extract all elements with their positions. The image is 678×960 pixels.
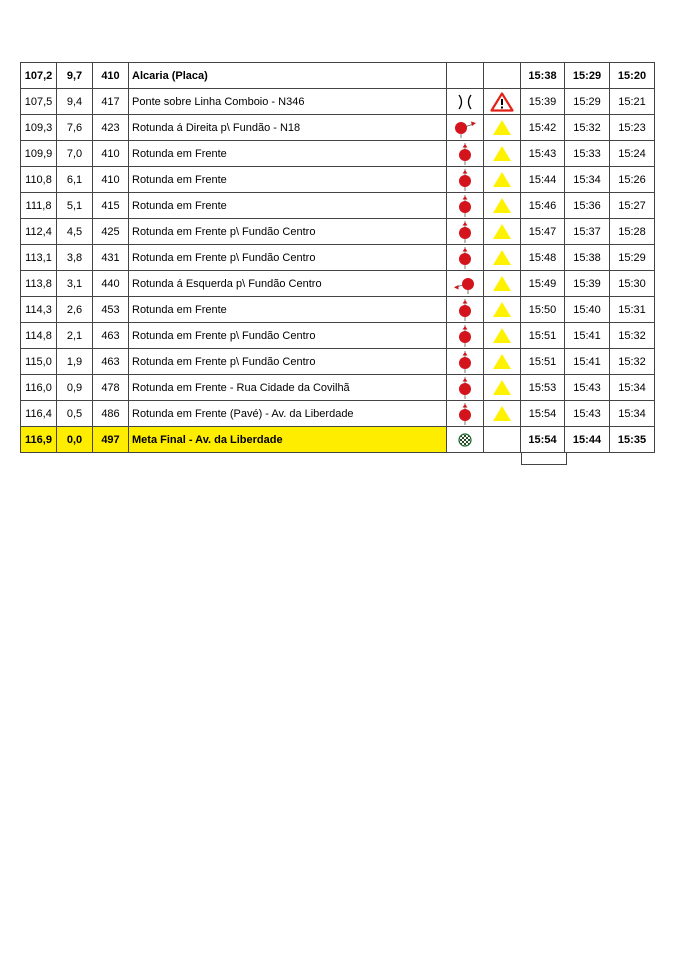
- altitude-cell: 410: [93, 167, 129, 193]
- altitude-cell: 423: [93, 115, 129, 141]
- roundabout-straight-icon: [447, 247, 483, 269]
- altitude-cell: 415: [93, 193, 129, 219]
- caution-triangle-icon: [484, 353, 520, 370]
- description-cell: Rotunda em Frente: [129, 141, 447, 167]
- roundabout-straight-icon: [447, 351, 483, 373]
- altitude-cell: 440: [93, 271, 129, 297]
- time-cell-fast: 15:47: [521, 219, 565, 245]
- direction-icon-cell: [447, 245, 484, 271]
- table-row: [21, 167, 655, 193]
- time-cell-medium: 15:34: [565, 167, 610, 193]
- roundabout-straight-icon: [447, 169, 483, 191]
- km-cell: 109,9: [21, 141, 57, 167]
- direction-icon-cell: [447, 375, 484, 401]
- description-cell: Rotunda em Frente p\ Fundão Centro: [129, 349, 447, 375]
- warning-icon-cell: [484, 219, 521, 245]
- km-cell: 115,0: [21, 349, 57, 375]
- remaining-km-cell: 2,6: [57, 297, 93, 323]
- roundabout-straight-icon: [447, 299, 483, 321]
- km-cell: 113,1: [21, 245, 57, 271]
- direction-icon-cell: [447, 271, 484, 297]
- direction-icon-cell: [447, 349, 484, 375]
- altitude-cell: 486: [93, 401, 129, 427]
- km-cell: 110,8: [21, 167, 57, 193]
- warning-icon-cell: [484, 349, 521, 375]
- time-cell-slow: 15:21: [610, 89, 655, 115]
- km-cell: 111,8: [21, 193, 57, 219]
- time-cell-medium: 15:36: [565, 193, 610, 219]
- bridge-icon: [447, 94, 483, 110]
- time-cell-fast: 15:54: [521, 427, 565, 453]
- remaining-km-cell: 7,6: [57, 115, 93, 141]
- remaining-km-cell: 2,1: [57, 323, 93, 349]
- warning-icon-cell: [484, 375, 521, 401]
- caution-triangle-icon: [484, 379, 520, 396]
- caution-triangle-icon: [484, 249, 520, 266]
- table-row: [21, 375, 655, 401]
- remaining-km-cell: 1,9: [57, 349, 93, 375]
- table-row: [21, 141, 655, 167]
- table-row: [21, 63, 655, 89]
- warning-icon-cell: [484, 167, 521, 193]
- time-cell-fast: 15:49: [521, 271, 565, 297]
- direction-icon-cell: [447, 401, 484, 427]
- altitude-cell: 410: [93, 63, 129, 89]
- table-row: [21, 115, 655, 141]
- time-cell-fast: 15:46: [521, 193, 565, 219]
- caution-triangle-icon: [484, 275, 520, 292]
- remaining-km-cell: 0,0: [57, 427, 93, 453]
- warning-icon-cell: [484, 141, 521, 167]
- caution-triangle-icon: [484, 197, 520, 214]
- altitude-cell: 425: [93, 219, 129, 245]
- time-cell-fast: 15:48: [521, 245, 565, 271]
- caution-triangle-icon: [484, 327, 520, 344]
- time-cell-fast: 15:43: [521, 141, 565, 167]
- table-row: [21, 89, 655, 115]
- time-cell-slow: 15:31: [610, 297, 655, 323]
- time-cell-medium: 15:43: [565, 375, 610, 401]
- remaining-km-cell: 0,9: [57, 375, 93, 401]
- description-cell: Rotunda em Frente p\ Fundão Centro: [129, 323, 447, 349]
- remaining-km-cell: 0,5: [57, 401, 93, 427]
- warning-icon-cell: [484, 427, 521, 453]
- time-cell-medium: 15:29: [565, 63, 610, 89]
- warning-icon-cell: [484, 297, 521, 323]
- km-cell: 116,0: [21, 375, 57, 401]
- time-cell-medium: 15:40: [565, 297, 610, 323]
- remaining-km-cell: 7,0: [57, 141, 93, 167]
- warning-icon-cell: [484, 323, 521, 349]
- time-cell-medium: 15:41: [565, 349, 610, 375]
- km-cell: 107,2: [21, 63, 57, 89]
- altitude-cell: 497: [93, 427, 129, 453]
- caution-triangle-icon: [484, 405, 520, 422]
- danger-warning-icon: [484, 92, 520, 112]
- time-cell-slow: 15:20: [610, 63, 655, 89]
- warning-icon-cell: [484, 89, 521, 115]
- direction-icon-cell: [447, 115, 484, 141]
- time-cell-slow: 15:32: [610, 323, 655, 349]
- description-cell: Alcaria (Placa): [129, 63, 447, 89]
- table-row: [21, 297, 655, 323]
- direction-icon-cell: [447, 219, 484, 245]
- altitude-cell: 417: [93, 89, 129, 115]
- time-cell-medium: 15:43: [565, 401, 610, 427]
- roadbook-table: [20, 62, 655, 453]
- time-cell-slow: 15:34: [610, 375, 655, 401]
- description-cell: Meta Final - Av. da Liberdade: [129, 427, 447, 453]
- time-cell-fast: 15:51: [521, 349, 565, 375]
- description-cell: Rotunda em Frente: [129, 297, 447, 323]
- table-row: [21, 349, 655, 375]
- roundabout-left-icon: [447, 274, 483, 294]
- table-row: [21, 323, 655, 349]
- time-cell-slow: 15:26: [610, 167, 655, 193]
- warning-icon-cell: [484, 401, 521, 427]
- description-cell: Rotunda em Frente: [129, 193, 447, 219]
- time-cell-fast: 15:42: [521, 115, 565, 141]
- roundabout-straight-icon: [447, 377, 483, 399]
- time-cell-slow: 15:30: [610, 271, 655, 297]
- km-cell: 113,8: [21, 271, 57, 297]
- remaining-km-cell: 3,1: [57, 271, 93, 297]
- km-cell: 114,8: [21, 323, 57, 349]
- remaining-km-cell: 4,5: [57, 219, 93, 245]
- time-cell-slow: 15:35: [610, 427, 655, 453]
- table-row: [21, 271, 655, 297]
- caution-triangle-icon: [484, 119, 520, 136]
- altitude-cell: 463: [93, 323, 129, 349]
- roundabout-straight-icon: [447, 195, 483, 217]
- time-cell-slow: 15:27: [610, 193, 655, 219]
- altitude-cell: 410: [93, 141, 129, 167]
- table-row: [21, 245, 655, 271]
- time-cell-slow: 15:28: [610, 219, 655, 245]
- warning-icon-cell: [484, 193, 521, 219]
- direction-icon-cell: [447, 63, 484, 89]
- direction-icon-cell: [447, 89, 484, 115]
- remaining-km-cell: 6,1: [57, 167, 93, 193]
- direction-icon-cell: [447, 193, 484, 219]
- time-cell-slow: 15:24: [610, 141, 655, 167]
- description-cell: Rotunda á Esquerda p\ Fundão Centro: [129, 271, 447, 297]
- description-cell: Ponte sobre Linha Comboio - N346: [129, 89, 447, 115]
- km-cell: 116,9: [21, 427, 57, 453]
- roundabout-straight-icon: [447, 403, 483, 425]
- table-row: [21, 401, 655, 427]
- direction-icon-cell: [447, 297, 484, 323]
- km-cell: 107,5: [21, 89, 57, 115]
- remaining-km-cell: 5,1: [57, 193, 93, 219]
- time-cell-slow: 15:32: [610, 349, 655, 375]
- caution-triangle-icon: [484, 171, 520, 188]
- altitude-cell: 463: [93, 349, 129, 375]
- time-cell-fast: 15:53: [521, 375, 565, 401]
- altitude-cell: 431: [93, 245, 129, 271]
- time-cell-fast: 15:50: [521, 297, 565, 323]
- table-row: [21, 219, 655, 245]
- altitude-cell: 478: [93, 375, 129, 401]
- warning-icon-cell: [484, 245, 521, 271]
- time-cell-medium: 15:44: [565, 427, 610, 453]
- description-cell: Rotunda em Frente - Rua Cidade da Covilhã: [129, 375, 447, 401]
- roundabout-right-icon: [447, 118, 483, 138]
- description-cell: Rotunda em Frente p\ Fundão Centro: [129, 245, 447, 271]
- caution-triangle-icon: [484, 301, 520, 318]
- time-cell-medium: 15:29: [565, 89, 610, 115]
- remaining-km-cell: 3,8: [57, 245, 93, 271]
- direction-icon-cell: [447, 141, 484, 167]
- description-cell: Rotunda em Frente (Pavé) - Av. da Liberdade: [129, 401, 447, 427]
- roundabout-straight-icon: [447, 221, 483, 243]
- description-cell: Rotunda em Frente: [129, 167, 447, 193]
- time-cell-medium: 15:38: [565, 245, 610, 271]
- warning-icon-cell: [484, 271, 521, 297]
- table-row: [21, 427, 655, 453]
- time-cell-medium: 15:32: [565, 115, 610, 141]
- time-cell-slow: 15:23: [610, 115, 655, 141]
- description-cell: Rotunda á Direita p\ Fundão - N18: [129, 115, 447, 141]
- km-cell: 109,3: [21, 115, 57, 141]
- time-cell-medium: 15:37: [565, 219, 610, 245]
- roundabout-straight-icon: [447, 325, 483, 347]
- time-cell-slow: 15:34: [610, 401, 655, 427]
- finish-flag-icon: [447, 433, 483, 447]
- roadbook-body: [21, 63, 655, 453]
- direction-icon-cell: [447, 427, 484, 453]
- warning-icon-cell: [484, 115, 521, 141]
- caution-triangle-icon: [484, 145, 520, 162]
- time-cell-slow: 15:29: [610, 245, 655, 271]
- time-cell-medium: 15:33: [565, 141, 610, 167]
- time-cell-fast: 15:54: [521, 401, 565, 427]
- remaining-km-cell: 9,4: [57, 89, 93, 115]
- time-cell-medium: 15:39: [565, 271, 610, 297]
- table-row: [21, 193, 655, 219]
- roundabout-straight-icon: [447, 143, 483, 165]
- time-cell-medium: 15:41: [565, 323, 610, 349]
- empty-trailing-cell: [521, 452, 567, 465]
- km-cell: 112,4: [21, 219, 57, 245]
- remaining-km-cell: 9,7: [57, 63, 93, 89]
- direction-icon-cell: [447, 323, 484, 349]
- time-cell-fast: 15:51: [521, 323, 565, 349]
- altitude-cell: 453: [93, 297, 129, 323]
- caution-triangle-icon: [484, 223, 520, 240]
- time-cell-fast: 15:39: [521, 89, 565, 115]
- km-cell: 114,3: [21, 297, 57, 323]
- time-cell-fast: 15:38: [521, 63, 565, 89]
- description-cell: Rotunda em Frente p\ Fundão Centro: [129, 219, 447, 245]
- warning-icon-cell: [484, 63, 521, 89]
- time-cell-fast: 15:44: [521, 167, 565, 193]
- direction-icon-cell: [447, 167, 484, 193]
- km-cell: 116,4: [21, 401, 57, 427]
